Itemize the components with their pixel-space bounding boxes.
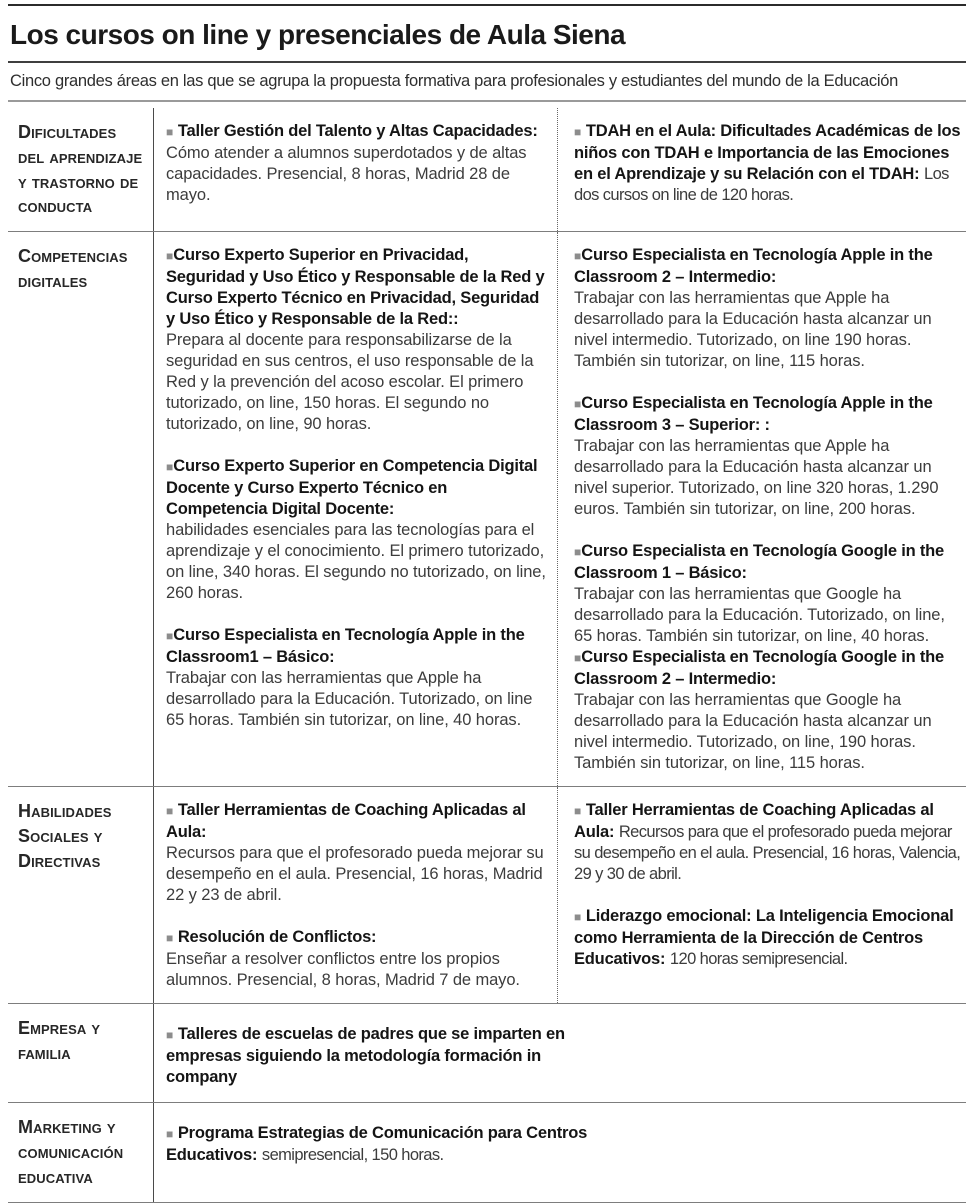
content-column-right — [558, 232, 966, 786]
course-item — [166, 245, 547, 435]
bullet-square-icon: ■ — [166, 1127, 174, 1142]
course-item — [166, 121, 547, 206]
course-item — [574, 245, 966, 372]
content-column-left — [154, 108, 558, 231]
content-column-right — [558, 108, 966, 231]
bullet-square-icon: ■ — [166, 125, 174, 139]
bullet-square-icon: ■ — [166, 460, 174, 475]
course-item — [166, 456, 547, 604]
bullet-square-icon: ■ — [166, 629, 174, 644]
bullet-square-icon: ■ — [166, 1028, 174, 1043]
course-description: Prepara al docente para responsabilizarse de la seguridad en sus centros, el uso responsable de la Red y la prevención del acoso escolar. El primero tutorizado, on line, 150 horas. El segundo no tutorizado, on line, 90 horas. — [166, 331, 534, 434]
course-title: Curso Especialista en Tecnología Google in the Classroom 2 – Intermedio: — [574, 648, 944, 689]
course-description: Trabajar con las herramientas que Apple ha desarrollado para la Educación hasta alcanzar un nivel superior. Tutorizado, on line 320 horas, 1.290 euros. También sin tutorizar, on line, 200 horas. — [574, 437, 939, 519]
course-title: Curso Experto Superior en Privacidad, Seguridad y Uso Ético y Responsable de la Red y Curso Experto Técnico en Privacidad, Seguridad y Uso Ético y Responsable de la Red:: — [166, 246, 545, 329]
category-cell — [8, 787, 154, 1003]
page-title: Los cursos on line y presenciales de Aula Siena — [10, 19, 626, 50]
course-title: Resolución de Conflictos: — [177, 928, 377, 947]
course-item — [166, 927, 547, 991]
course-description: Los dos cursos on line de 120 horas. — [574, 165, 949, 204]
course-title: Taller Herramientas de Coaching Aplicadas al Aula: — [574, 801, 934, 842]
row-content — [154, 1103, 966, 1201]
table-row — [8, 1004, 966, 1103]
top-rule-divider — [8, 4, 966, 6]
course-description: Recursos para que el profesorado pueda mejorar su desempeño en el aula. Presencial, 16 horas, Valencia, 29 y 30 de abril. — [574, 823, 961, 884]
category-cell — [8, 232, 154, 786]
course-description: semipresencial, 150 horas. — [261, 1146, 444, 1165]
category-cell — [8, 1004, 154, 1102]
bullet-square-icon: ■ — [166, 931, 174, 946]
bullet-square-icon: ■ — [166, 249, 174, 264]
table-row — [8, 787, 966, 1004]
course-item — [574, 906, 966, 970]
course-description: Trabajar con las herramientas que Google ha desarrollado para la Educación. Tutorizado, on line, 65 horas. También sin tutorizar, on line, 40 horas. — [574, 585, 945, 646]
bullet-square-icon: ■ — [574, 545, 582, 560]
course-item — [166, 625, 547, 731]
table-row — [8, 1103, 966, 1202]
course-title: Talleres de escuelas de padres que se imparten en empresas siguiendo la metodología formación in company — [166, 1025, 565, 1087]
course-description: Trabajar con las herramientas que Apple ha desarrollado para la Educación. Tutorizado, on line 65 horas. También sin tutorizar, on line, 40 horas. — [166, 669, 533, 730]
course-description: Trabajar con las herramientas que Google ha desarrollado para la Educación hasta alcanzar un nivel intermedio. Tutorizado, on line, 190 horas. También sin tutorizar, on line, 115 horas. — [574, 691, 932, 773]
course-description: 120 horas semipresencial. — [669, 950, 848, 969]
course-item — [574, 393, 966, 520]
category-label: Empresa y familia — [18, 1018, 101, 1064]
course-item — [166, 1024, 566, 1088]
course-title: Curso Especialista en Tecnología Apple in the Classroom 3 – Superior: : — [574, 394, 933, 435]
row-content — [154, 108, 966, 231]
course-description: habilidades esenciales para las tecnologías para el aprendizaje y el conocimiento. El primero tutorizado, on line, 340 horas. El segundo no tutorizado, on line, 260 horas. — [166, 521, 546, 603]
title-divider — [8, 61, 966, 63]
course-item — [166, 800, 547, 906]
bullet-square-icon: ■ — [574, 651, 582, 666]
course-title: Programa Estrategias de Comunicación para Centros Educativos: — [166, 1124, 588, 1165]
content-column-right — [558, 787, 966, 1003]
category-label: Competencias digitales — [18, 246, 128, 292]
course-description: Recursos para que el profesorado pueda mejorar su desempeño en el aula. Presencial, 16 horas, Madrid 22 y 23 de abril. — [166, 844, 544, 905]
course-item — [574, 800, 966, 885]
bullet-square-icon: ■ — [166, 804, 174, 819]
course-title: Taller Gestión del Talento y Altas Capacidades: — [177, 122, 538, 140]
course-description: Enseñar a resolver conflictos entre los propios alumnos. Presencial, 8 horas, Madrid 7 de mayo. — [166, 950, 520, 990]
course-title: Curso Especialista en Tecnología Apple in the Classroom1 – Básico: — [166, 626, 525, 667]
course-description: Trabajar con las herramientas que Apple ha desarrollado para la Educación hasta alcanzar un nivel intermedio. Tutorizado, on line 190 horas. También sin tutorizar, on line, 115 horas. — [574, 289, 932, 371]
category-label: Marketing y comunicación educativa — [18, 1117, 124, 1187]
subtitle-divider — [8, 100, 966, 102]
content-column-left — [154, 232, 558, 786]
course-table — [8, 108, 966, 1203]
bullet-square-icon: ■ — [574, 249, 582, 264]
course-title: Taller Herramientas de Coaching Aplicadas al Aula: — [166, 801, 526, 842]
course-title: Liderazgo emocional: La Inteligencia Emocional como Herramienta de la Dirección de Centros Educativos: — [574, 907, 954, 969]
course-item — [574, 541, 966, 647]
course-title: TDAH en el Aula: Dificultades Académicas de los niños con TDAH e Importancia de las Emociones en el Aprendizaje y su Relación con el TDAH: — [574, 122, 961, 183]
category-label: Dificultades del aprendizaje y trastorno de conducta — [18, 122, 143, 217]
course-description: Cómo atender a alumnos superdotados y de altas capacidades. Presencial, 8 horas, Madrid 28 de mayo. — [166, 144, 527, 204]
course-title: Curso Especialista en Tecnología Google in the Classroom 1 – Básico: — [574, 542, 944, 583]
course-item — [574, 647, 966, 774]
category-label: Habilidades Sociales y Directivas — [18, 801, 112, 871]
content-column-left — [154, 787, 558, 1003]
bullet-square-icon: ■ — [574, 125, 582, 139]
course-title: Curso Experto Superior en Competencia Digital Docente y Curso Experto Técnico en Competencia Digital Docente: — [166, 457, 538, 519]
bullet-square-icon: ■ — [574, 397, 582, 412]
row-content — [154, 1004, 966, 1102]
bullet-square-icon: ■ — [574, 910, 582, 925]
page-subtitle: Cinco grandes áreas en las que se agrupa la propuesta formativa para profesionales y estudiantes del mundo de la Educación — [10, 72, 898, 90]
course-item — [574, 121, 966, 206]
course-title: Curso Especialista en Tecnología Apple in the Classroom 2 – Intermedio: — [574, 246, 933, 287]
table-row — [8, 232, 966, 787]
row-content — [154, 787, 966, 1003]
bullet-square-icon: ■ — [574, 804, 582, 819]
course-item — [166, 1123, 606, 1166]
row-content — [154, 232, 966, 786]
category-cell — [8, 108, 154, 231]
table-row — [8, 108, 966, 232]
category-cell — [8, 1103, 154, 1201]
